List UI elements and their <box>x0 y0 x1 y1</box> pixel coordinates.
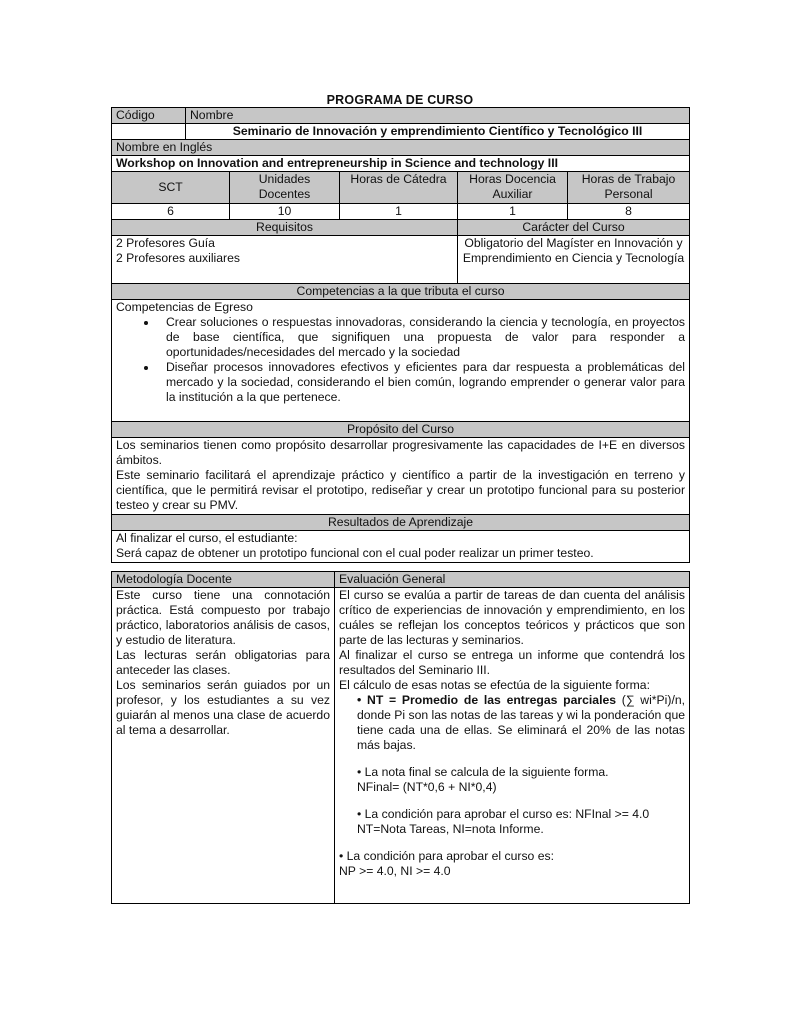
header-horas-catedra: Horas de Cátedra <box>340 172 458 204</box>
metodologia-label: Metodología Docente <box>112 572 335 588</box>
nota-final-formula: NFinal= (NT*0,6 + NI*0,4) <box>357 780 497 794</box>
proposito-paragraph: Los seminarios tienen como propósito desarrollar progresivamente las capacidades de I+E en diversos ámbitos. <box>116 438 686 467</box>
proposito-content <box>112 438 690 515</box>
proposito-label: Propósito del Curso <box>112 422 690 438</box>
requisito-line: 2 Profesores Guía <box>116 236 215 250</box>
value-sct: 6 <box>112 204 230 220</box>
metodologia-paragraph: Este curso tiene una connotación práctica. Está compuesto por trabajo práctico, laboratorios análisis de casos, y estudio de literatura. <box>116 588 330 647</box>
metodologia-content <box>112 588 335 904</box>
header-horas-docencia-auxiliar: Horas Docencia Auxiliar <box>458 172 568 204</box>
proposito-paragraph: Este seminario facilitará el aprendizaje práctico y científico a partir de la investigación en terreno y científica, que le permitirá revisar el prototipo, rediseñar y crear un prototipo funcional para su posterior testeo y crear su PMV. <box>116 468 686 512</box>
evaluacion-paragraph: El curso se evalúa a partir de tareas de dan cuenta del análisis crítico de experiencias de innovación y emprendimiento, en los cuáles se reflejan los conceptos teóricos y prácticos que son parte de las lecturas y seminarios. <box>339 588 685 647</box>
value-unidades-docentes: 10 <box>230 204 340 220</box>
evaluacion-paragraph: El cálculo de esas notas se efectúa de la siguiente forma: <box>339 678 650 692</box>
requisito-line: 2 Profesores auxiliares <box>116 251 240 265</box>
code-label: Código <box>112 108 186 124</box>
caracter-label: Carácter del Curso <box>458 220 690 236</box>
resultados-line: Será capaz de obtener un prototipo funcional con el cual poder realizar un primer testeo. <box>116 546 594 560</box>
evaluacion-nt-block <box>357 693 685 837</box>
header-unidades-docentes: Unidades Docentes <box>230 172 340 204</box>
condicion-aprobar-1-detail: NT=Nota Tareas, NI=nota Informe. <box>357 822 544 836</box>
competencias-intro: Competencias de Egreso <box>116 300 253 314</box>
header-sct: SCT <box>112 172 230 204</box>
metodologia-paragraph: Los seminarios serán guiados por un profesor, y los estudiantes a su vez guiarán al menos una clase de acuerdo al tema a desarrollar. <box>116 678 330 737</box>
requisitos-content <box>112 236 458 284</box>
header-horas-trabajo-personal: Horas de Trabajo Personal <box>568 172 690 204</box>
page-title: PROGRAMA DE CURSO <box>326 93 474 107</box>
value-horas-docencia-auxiliar: 1 <box>458 204 568 220</box>
requisitos-label: Requisitos <box>112 220 458 236</box>
resultados-line: Al finalizar el curso, el estudiante: <box>116 531 298 545</box>
nt-formula <box>357 693 685 753</box>
competencia-item: • Crear soluciones o respuestas innovadoras, considerando la ciencia y tecnología, en proyectos de base científica, que signifiquen una propuesta de valor para responder a oportunidades/necesidades del mercado y la sociedad <box>158 315 685 360</box>
competencias-list <box>116 315 685 405</box>
methodology-evaluation-table <box>111 571 690 904</box>
evaluacion-paragraph: Al finalizar el curso se entrega un informe que contendrá los resultados del Seminario III. <box>339 648 685 677</box>
caracter-value: Obligatorio del Magíster en Innovación y Emprendimiento en Ciencia y Tecnología <box>458 236 690 284</box>
competencias-content <box>112 300 690 422</box>
condicion-aprobar-1: • La condición para aprobar el curso es: NFInal >= 4.0 <box>357 807 650 821</box>
nota-final-line: • La nota final se calcula de la siguiente forma. <box>357 765 609 779</box>
english-name-label: Nombre en Inglés <box>112 140 690 156</box>
metodologia-paragraph: Las lecturas serán obligatorias para anteceder las clases. <box>116 648 330 677</box>
value-horas-catedra: 1 <box>340 204 458 220</box>
english-name: Workshop on Innovation and entrepreneurship in Science and technology III <box>112 156 690 172</box>
course-name: Seminario de Innovación y emprendimiento Científico y Tecnológico III <box>186 124 690 140</box>
resultados-label: Resultados de Aprendizaje <box>112 515 690 531</box>
course-program-table <box>111 107 690 563</box>
code-value <box>112 124 186 140</box>
condicion-aprobar-2-detail: NP >= 4.0, NI >= 4.0 <box>339 864 451 878</box>
value-horas-trabajo-personal: 8 <box>568 204 690 220</box>
resultados-content <box>112 531 690 563</box>
evaluacion-label: Evaluación General <box>335 572 690 588</box>
evaluacion-content <box>335 588 690 904</box>
nt-formula-title: • NT = Promedio de las entregas parciales <box>357 693 617 707</box>
nt-formula-detail: (∑ wi*Pi)/n, donde Pi son las notas de las tareas y wi la ponderación que tiene cada una de ellas. Se eliminará el 20% de las notas más bajas. <box>357 693 685 752</box>
competencias-label: Competencias a la que tributa el curso <box>112 284 690 300</box>
competencia-item: • Diseñar procesos innovadores efectivos y eficientes para dar respuesta a problemáticas del mercado y la sociedad, considerando el bien común, logrando emprender o generar valor para la institución a la que pertenece. <box>158 360 685 405</box>
name-label: Nombre <box>186 108 690 124</box>
condicion-aprobar-2: • La condición para aprobar el curso es: <box>339 849 554 863</box>
